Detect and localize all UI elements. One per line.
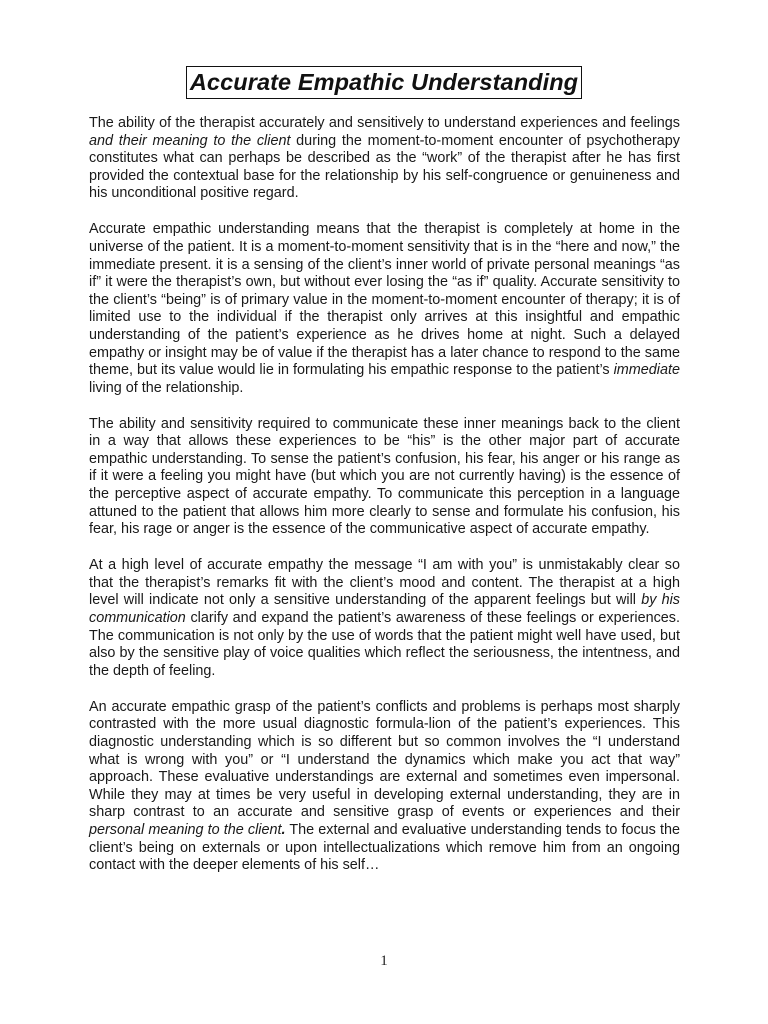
text-segment: clarify and expand the patient’s awareness of these feelings or experiences. The communication is not only by the use of words that the patient might well have used, but also by the sensitive play of voice qualities which reflect the seriousness, the intentness, and the depth of feeling. — [89, 610, 680, 679]
page-title: Accurate Empathic Understanding — [186, 66, 582, 99]
document-body — [89, 115, 680, 893]
text-segment: The ability of the therapist accurately and sensitively to understand experiences and feelings — [89, 115, 680, 131]
text-segment: An accurate empathic grasp of the patient’s conflicts and problems is perhaps most sharply contrasted with the more usual diagnostic formula-lion of the patient’s experiences. This diagnostic understanding which is so different but so common involves the “I understand what is wrong with you” or “I understand the dynamics which make you act that way” approach. These evaluative understandings are external and sometimes even impersonal. While they may at times be very useful in developing external understanding, they are in sharp contrast to an accurate and sensitive grasp of events or experiences and their — [89, 698, 680, 821]
title-container — [0, 66, 768, 99]
text-segment: personal meaning to the client — [89, 821, 282, 838]
text-segment: immediate — [613, 362, 680, 379]
paragraph — [89, 699, 680, 875]
text-segment: living of the relationship. — [89, 379, 244, 396]
paragraph — [89, 221, 680, 397]
text-segment: At a high level of accurate empathy the message “I am with you” is unmistakably clear so that the therapist’s remarks fit with the client’s mood and content. The therapist at a high level will indicate not only a sensitive understanding of the apparent feelings but will — [89, 557, 680, 609]
text-segment: The external and evaluative understanding tends to focus the client’s being on externals or upon intellectualizations which remove him from an ongoing contact with the deeper elements of his self… — [89, 821, 680, 874]
paragraph — [89, 416, 680, 539]
page-number: 1 — [380, 953, 388, 969]
paragraph — [89, 115, 680, 203]
text-segment: by his communication — [89, 592, 680, 627]
text-segment: The ability and sensitivity required to communicate these inner meanings back to the client in a way that allows these experiences to be “his” is the other major part of accurate empathic understanding. To sense the patient’s confusion, his fear, his anger or his range as if it were a feeling you might have (but which you are not currently having) is the essence of the perceptive aspect of accurate empathy. To communicate this perception in a language attuned to the patient that allows him more clearly to sense and formulate his confusion, his fear, his rage or anger is the essence of the communicative aspect of accurate empathy. — [89, 415, 680, 538]
text-segment: . — [281, 821, 286, 838]
paragraph — [89, 557, 680, 680]
text-segment: Accurate empathic understanding means that the therapist is completely at home in the universe of the patient. It is a moment-to-moment sensitivity that is in the “here and now,” the immediate present. it is a sensing of the client’s inner world of private personal meanings “as if” it were the therapist’s own, but without ever losing the “as if” quality. Accurate sensitivity to the client’s “being” is of primary value in the moment-to-moment encounter of therapy; it is of limited use to the individual if the therapist only arrives at this insightful and empathic understanding of the patient’s experience as he drives home at night. Such a delayed empathy or insight may be of value if the therapist has a later chance to respond to the same theme, but its value would lie in formulating his empathic response to the patient’s — [89, 221, 680, 379]
text-segment: and their meaning to the client — [89, 132, 291, 149]
text-segment: during the moment-to-moment encounter of psychotherapy constitutes what can perhaps be described as the “work” of the therapist after he has first provided the contextual base for the relationship by his self-congruence or genuineness and his unconditional positive regard. — [89, 132, 680, 202]
